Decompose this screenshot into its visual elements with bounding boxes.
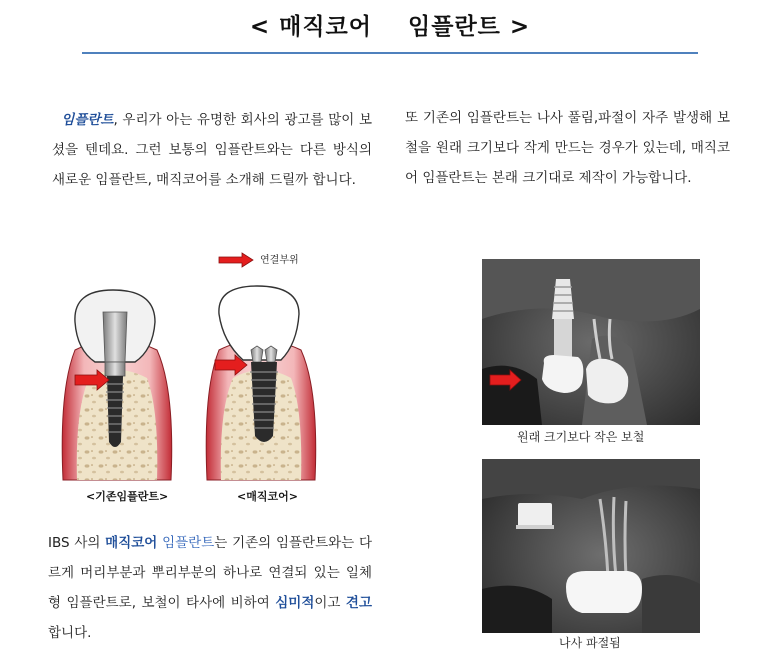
- page-title: < 매직코어 임플란트 >: [249, 14, 531, 40]
- feature-implant-word: 임플란트: [162, 535, 215, 551]
- feature-aesthetic: 심미적: [275, 595, 315, 611]
- feature-text-1: IBS 사의: [48, 535, 106, 551]
- implant-comparison-diagram: [55, 280, 335, 485]
- feature-text-3: 는 기존의 임플란트와는 다르게 머리부분과 뿌리부분의 하나로 연결되 있는 일체형 임플란트로, 보철이 타사에 비하여: [48, 535, 372, 611]
- conventional-implant-figure: [62, 290, 172, 480]
- xray-image-small-prosthesis: [482, 259, 700, 425]
- caption-magiccore: <매직코어>: [237, 490, 298, 503]
- legend-label: 연결부위: [260, 255, 299, 266]
- caption-conventional: <기존임플란트>: [86, 490, 169, 503]
- xray-caption-2: 나사 파절됨: [559, 636, 621, 650]
- fractured-screw-xray: [516, 503, 554, 529]
- intro-paragraph: [52, 105, 372, 195]
- feature-text-4: 이고: [314, 595, 346, 611]
- title-divider: [82, 52, 698, 54]
- problem-paragraph: 또 기존의 임플란트는 나사 풀림,파절이 자주 발생해 보철을 원래 크기보다 작게 만드는 경우가 있는데, 매직코어 임플란트는 본래 크기대로 제작이 가능합니다.: [405, 110, 730, 186]
- feature-durable: 견고: [345, 595, 372, 611]
- intro-lead: 임플란트: [61, 112, 114, 128]
- feature-text-5: 합니다.: [48, 625, 92, 641]
- red-arrow-icon: [218, 251, 254, 269]
- feature-paragraph: [48, 528, 372, 648]
- intro-text: , 우리가 아는 유명한 회사의 광고를 많이 보셨을 텐데요. 그런 보통의 임플란트와는 다른 방식의 새로운 임플란트, 매직코어를 소개해 드릴까 합니다.: [52, 112, 372, 188]
- xray-image-screw-fracture: [482, 459, 700, 633]
- feature-brand: 매직코어: [105, 535, 158, 551]
- magiccore-implant-figure: [206, 286, 316, 480]
- xray-caption-1: 원래 크기보다 작은 보철: [517, 430, 645, 444]
